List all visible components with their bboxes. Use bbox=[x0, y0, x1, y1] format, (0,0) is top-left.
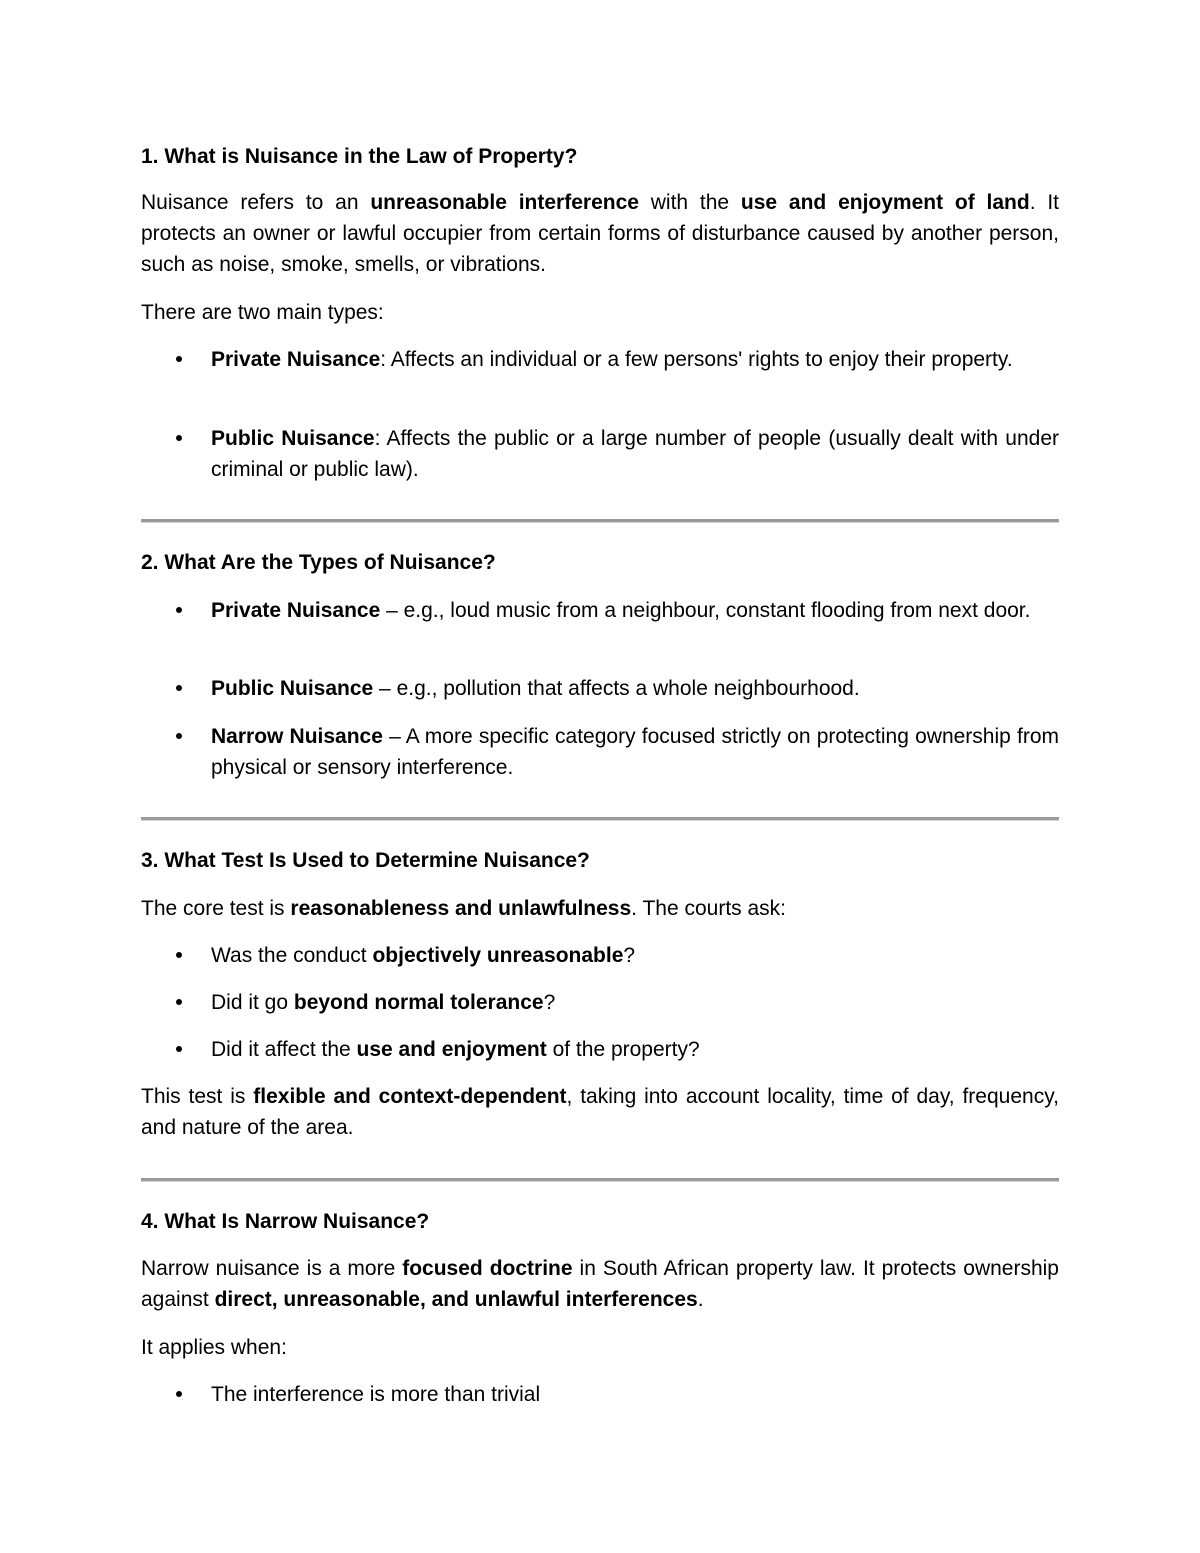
text-run: in South African property law. It protects ownership against bbox=[141, 1257, 1059, 1311]
text-run: : Affects an individual or a few persons' rights to enjoy their property. bbox=[380, 348, 1013, 371]
text-run: , taking into account locality, time of day, frequency, and nature of the area. bbox=[141, 1085, 1059, 1139]
section-4-intro: It applies when: bbox=[141, 1336, 287, 1359]
section-3-heading: 3. What Test Is Used to Determine Nuisance? bbox=[141, 849, 590, 872]
text-run: Was the conduct bbox=[211, 944, 373, 967]
section-1-bullet-public bbox=[211, 423, 1059, 485]
text-run: with the bbox=[638, 191, 741, 214]
text-run: Nuisance refers to an bbox=[141, 191, 371, 214]
text-run: Did it go bbox=[211, 991, 294, 1014]
section-divider bbox=[141, 519, 1059, 523]
text-run: ? bbox=[543, 991, 556, 1014]
bold-term: Public Nuisance bbox=[211, 677, 374, 700]
section-divider bbox=[141, 1178, 1059, 1182]
text-run: of the property? bbox=[546, 1038, 700, 1061]
text-run: . The courts ask: bbox=[631, 897, 787, 920]
section-4-paragraph bbox=[141, 1253, 1059, 1315]
bold-term: Public Nuisance bbox=[211, 427, 375, 450]
section-divider bbox=[141, 817, 1059, 821]
section-2-bullet-narrow bbox=[211, 721, 1059, 783]
text-run: This test is bbox=[141, 1085, 254, 1108]
section-2-bullet-private bbox=[211, 595, 1059, 626]
bold-term: use and enjoyment of land bbox=[740, 191, 1030, 214]
text-run: – e.g., loud music from a neighbour, constant flooding from next door. bbox=[380, 599, 1031, 622]
section-3-conclusion bbox=[141, 1081, 1059, 1143]
bold-term: reasonableness and unlawfulness bbox=[290, 897, 632, 920]
section-1-bullet-private bbox=[211, 344, 1059, 375]
text-run: . It protects an owner or lawful occupier from certain forms of disturbance caused by another person, such as noise, smoke, smells, or vibrations. bbox=[141, 191, 1060, 276]
section-3-bullet-unreasonable bbox=[211, 940, 1059, 971]
bold-term: beyond normal tolerance bbox=[293, 991, 544, 1014]
bold-term: Private Nuisance bbox=[211, 348, 381, 371]
text-run: The interference is more than trivial bbox=[211, 1383, 541, 1406]
section-4-heading: 4. What Is Narrow Nuisance? bbox=[141, 1210, 430, 1233]
text-run: ? bbox=[623, 944, 636, 967]
section-2-heading: 2. What Are the Types of Nuisance? bbox=[141, 551, 496, 574]
section-3-paragraph bbox=[141, 893, 1059, 924]
text-run: : Affects the public or a large number of people (usually dealt with under criminal or public law). bbox=[211, 427, 1059, 481]
section-4-bullet-trivial bbox=[211, 1379, 1059, 1410]
bold-term: flexible and context-dependent bbox=[253, 1085, 567, 1108]
section-3-bullet-enjoyment bbox=[211, 1034, 1059, 1065]
text-run: . bbox=[697, 1288, 704, 1311]
bold-term: use and enjoyment bbox=[356, 1038, 547, 1061]
bold-term: focused doctrine bbox=[402, 1257, 573, 1280]
bold-term: Private Nuisance bbox=[211, 599, 381, 622]
text-run: – e.g., pollution that affects a whole neighbourhood. bbox=[373, 677, 860, 700]
bold-term: objectively unreasonable bbox=[372, 944, 624, 967]
text-run: – A more specific category focused strictly on protecting ownership from physical or sensory interference. bbox=[211, 725, 1059, 779]
text-run: Did it affect the bbox=[211, 1038, 357, 1061]
bold-term: direct, unreasonable, and unlawful interferences bbox=[214, 1288, 698, 1311]
section-1-paragraph bbox=[141, 187, 1059, 280]
section-3-bullet-tolerance bbox=[211, 987, 1059, 1018]
text-run: The core test is bbox=[141, 897, 291, 920]
section-1-intro: There are two main types: bbox=[141, 301, 384, 324]
text-run: Narrow nuisance is a more bbox=[141, 1257, 403, 1280]
section-1-heading: 1. What is Nuisance in the Law of Property? bbox=[141, 145, 578, 168]
bold-term: unreasonable interference bbox=[370, 191, 639, 214]
bold-term: Narrow Nuisance bbox=[211, 725, 383, 748]
section-2-bullet-public bbox=[211, 673, 1059, 704]
